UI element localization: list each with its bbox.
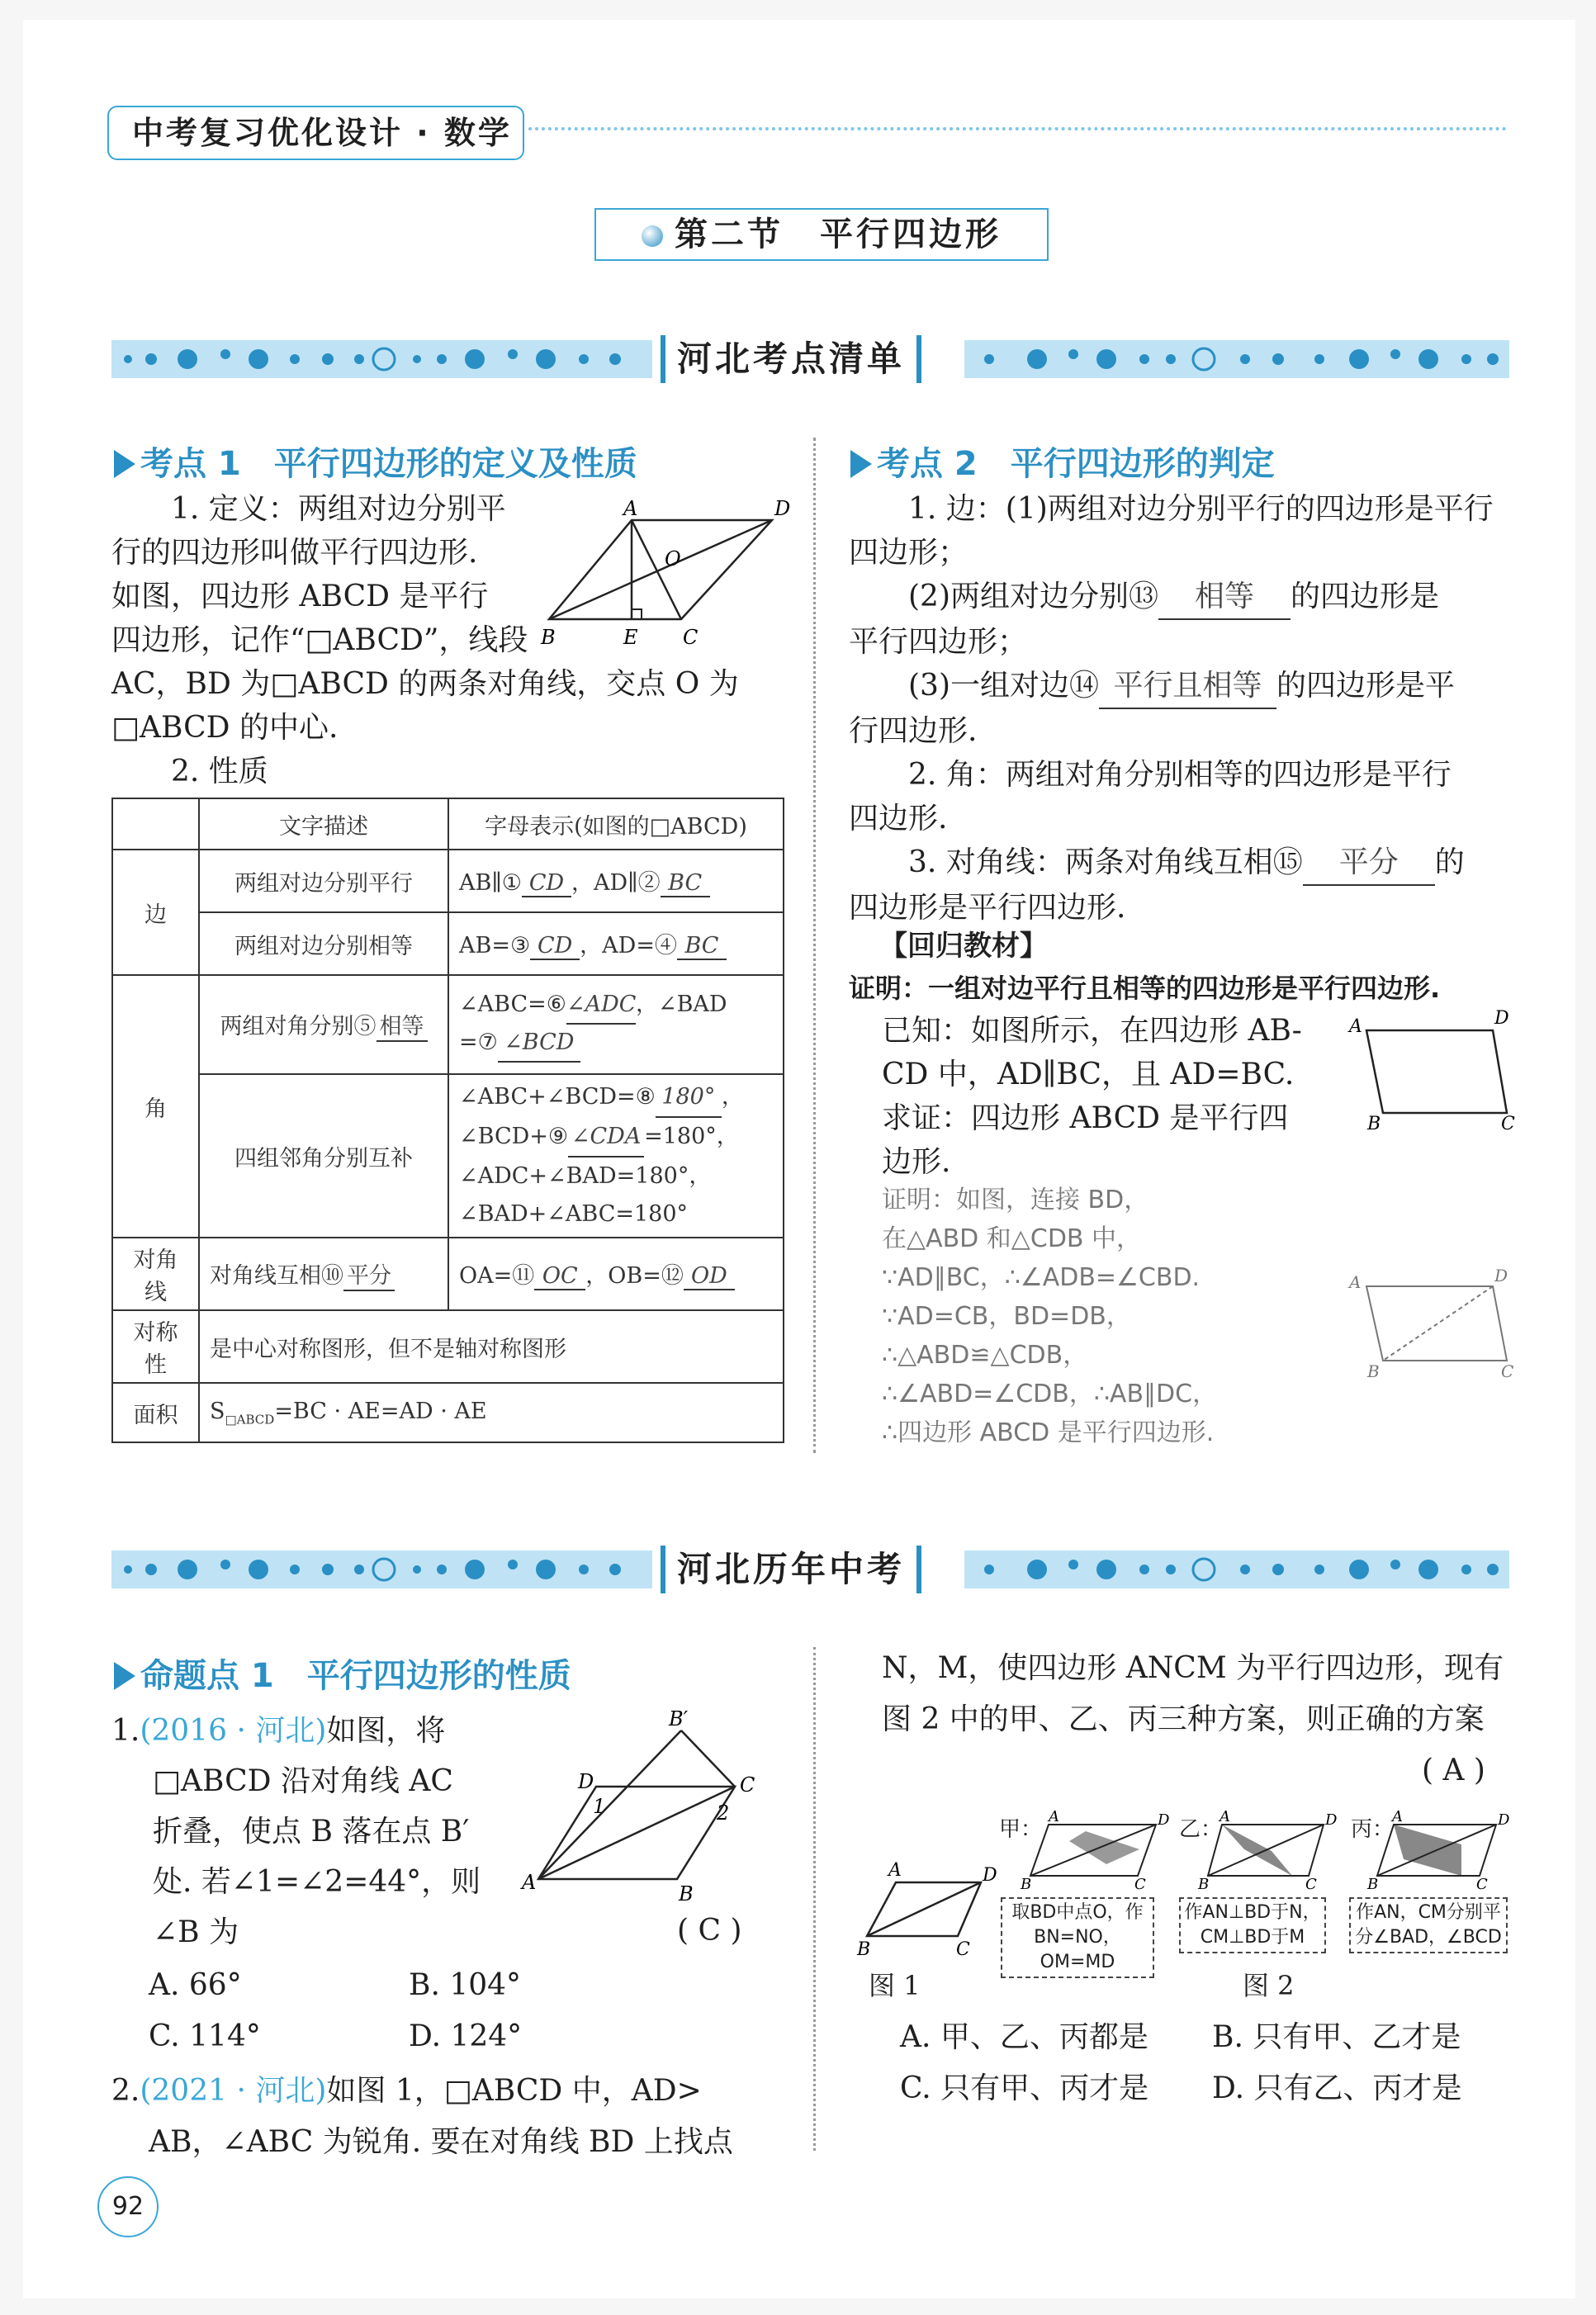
fold-figure (520, 1706, 784, 1904)
svg-text:D: D (1498, 1811, 1510, 1829)
dots-decoration-icon (964, 340, 1509, 378)
svg-text:A: A (522, 1871, 537, 1894)
q2-answer: ( A ) (1422, 1754, 1485, 1787)
series-title: 中考复习优化设计 · 数学 (107, 106, 524, 160)
proof-step: ∴△ABD≌△CDB， (882, 1341, 1088, 1370)
proof-step: 证明：如图，连接 BD， (882, 1186, 1149, 1214)
proof-step: ∴四边形 ABCD 是平行四边形. (882, 1418, 1215, 1447)
section-title (594, 208, 1049, 261)
fig-label-a: A (1349, 1016, 1362, 1037)
kp2-line: 1. 边：(1)两组对边分别平行的四边形是平行 (908, 492, 1494, 526)
proof-step: 在△ABD 和△CDB 中， (882, 1224, 1142, 1253)
fig-label-a: A (1349, 1272, 1362, 1292)
table-cell: 对角线互相⑩ 平分 (199, 1238, 448, 1310)
svg-text:D: D (578, 1770, 594, 1793)
table-header: 文字描述 (199, 798, 448, 850)
plan-jia-note: 取BD中点O，作 BN=NO，OM=MD (1001, 1897, 1154, 1978)
q1-source: (2016 · 河北) (140, 1714, 327, 1748)
kp1-line: AC，BD 为□ABCD 的两条对角线，交点 O 为 (111, 667, 739, 701)
svg-text:A: A (1049, 1808, 1059, 1825)
svg-text:D: D (1325, 1811, 1338, 1829)
svg-text:C: C (740, 1773, 755, 1797)
svg-text:A: A (1392, 1808, 1403, 1825)
triangle-marker-icon (850, 450, 872, 478)
kp1-title-text: 考点 1 平行四边形的定义及性质 (140, 445, 637, 483)
fig-label-a: A (623, 497, 638, 520)
band-title-1: 河北考点清单 (661, 335, 921, 383)
table-cell: ∠ABC=⑥∠ADC，∠BAD =⑦ ∠BCD (448, 975, 784, 1074)
table-cell: AB=③ CD ，AD=④ BC (448, 912, 784, 975)
svg-text:2: 2 (717, 1801, 730, 1825)
table-cell: ∠ABC+∠BCD=⑧ 180° ， ∠BCD+⑨ ∠CDA =180°， ∠ADC+∠BAD=180°， ∠BAD+∠ABC=180° (448, 1074, 784, 1238)
table-cell: 两组对边分别相等 (199, 912, 448, 975)
question-2-continued: N，M，使四边形 ANCM 为平行四边形，现有 图 2 中的甲、乙、丙三种方案，则正确的方案 (882, 1651, 1504, 1736)
kp2-line: (2)两组对边分别⑬ 相等 的四边形是 (849, 575, 1526, 620)
plan-yi-figure (1177, 1808, 1338, 1893)
svg-text:A: A (888, 1860, 902, 1881)
q2-figure-1 (850, 1858, 999, 1960)
plan-bing-note: 作AN，CM分别平 分∠BAD，∠BCD (1349, 1897, 1508, 1953)
kp1-line: 行的四边形叫做平行四边形. (111, 536, 478, 570)
svg-text:C: C (1476, 1876, 1488, 1893)
svg-text:B: B (1367, 1876, 1379, 1893)
fig-label-d: D (1494, 1008, 1509, 1029)
svg-text:B: B (857, 1939, 871, 1960)
plan-bing-label: 丙： (1351, 1817, 1395, 1842)
kp1-line: 如图，四边形 ABCD 是平行 (111, 580, 489, 613)
table-category: 对称性 (112, 1310, 199, 1383)
fig-label-d: D (1494, 1266, 1508, 1285)
table-cell: 四组邻角分别互补 (199, 1074, 448, 1238)
svg-text:1: 1 (593, 1795, 606, 1818)
table-cell: 两组对角分别⑤ 相等 (199, 975, 448, 1074)
kp1-line: □ABCD 的中心. (111, 711, 339, 745)
q1-option-b: B. 104° (409, 1968, 522, 2002)
triangle-marker-icon (114, 1662, 135, 1690)
band-right-2 (964, 1550, 1509, 1588)
q1-option-c: C. 114° (149, 2019, 261, 2053)
question-2: 2.(2021 · 河北)如图 1，□ABCD 中，AD> AB，∠ABC 为锐角. 要在对角线 BD 上找点 (111, 2074, 733, 2159)
svg-text:B: B (1198, 1876, 1210, 1893)
table-cell: 两组对边分别平行 (199, 850, 448, 912)
dots-decoration-icon (111, 340, 652, 378)
svg-text:B: B (679, 1882, 694, 1905)
q1-option-a: A. 66° (149, 1968, 242, 2002)
plan-bing-figure (1346, 1808, 1511, 1891)
proof-statement: 证明：一组对边平行且相等的四边形是平行四边形. (849, 973, 1441, 1004)
figure-1-caption: 图 1 (869, 1970, 921, 2001)
kp2-line: 2. 角：两组对角分别相等的四边形是平行 (908, 758, 1452, 792)
question-1: 1.(2016 · 河北)如图，将 □ABCD 沿对角线 AC 折叠，使点 B 落在点 B′ 处. 若∠1=∠2=44°，则 ∠B 为 (111, 1714, 481, 1949)
q2-option-d: D. 只有乙、丙才是 (1212, 2071, 1462, 2105)
page-number: 92 (97, 2176, 159, 2237)
q2-source: (2021 · 河北) (140, 2074, 327, 2108)
mt1-title-text: 命题点 1 平行四边形的性质 (140, 1657, 571, 1695)
plan-yi-note: 作AN⊥BD于N， CM⊥BD于M (1179, 1897, 1326, 1953)
fig-label-b: B (1367, 1361, 1380, 1381)
fig-label-c: C (1501, 1114, 1515, 1134)
bullet-ball-icon (642, 225, 663, 247)
kp1-title (114, 438, 637, 485)
column-divider-2 (813, 1647, 816, 2151)
proof-step: ∵AD=CB，BD=DB， (882, 1302, 1131, 1331)
table-cell: OA=⑪ OC ，OB=⑫ OD (448, 1238, 784, 1310)
kp2-line: 四边形. (849, 802, 948, 836)
band-left-2 (111, 1550, 652, 1588)
given-line: CD 中，AD∥BC，且 AD=BC. (882, 1058, 1295, 1091)
kp2-line: (3)一组对边⑭ 平行且相等 的四边形是平 (849, 664, 1526, 709)
q1-option-d: D. 124° (409, 2019, 523, 2053)
kp2-line: 平行四边形； (849, 625, 1028, 659)
svg-text:C: C (1305, 1876, 1317, 1893)
svg-text:C: C (1134, 1876, 1146, 1893)
kp2-line: 四边形是平行四边形. (849, 891, 1126, 925)
table-category: 边 (112, 850, 199, 975)
fig-label-b: B (541, 626, 556, 649)
column-divider (813, 438, 816, 1453)
q2-option-b: B. 只有甲、乙才是 (1212, 2020, 1461, 2054)
table-cell: 是中心对称图形，但不是轴对称图形 (199, 1310, 784, 1383)
band-right-1 (964, 340, 1509, 378)
table-category: 角 (112, 975, 199, 1238)
given-line: 求证：四边形 ABCD 是平行四 (882, 1101, 1289, 1135)
svg-text:B′: B′ (669, 1707, 689, 1730)
mt1-title (114, 1650, 571, 1697)
kp2-title (850, 438, 1275, 485)
proof-given (882, 1009, 1344, 1184)
fig-label-o: O (665, 547, 681, 570)
review-heading: 【回归教材】 (879, 930, 1048, 963)
table-header: 字母表示(如图的□ABCD) (448, 798, 784, 850)
kp1-line: 1. 定义：两组对边分别平 (171, 492, 506, 526)
kp2-line: 行四边形. (849, 714, 978, 748)
table-category: 对角线 (112, 1238, 199, 1310)
proof-steps (882, 1181, 1377, 1452)
kp2-line: 四边形； (849, 536, 968, 570)
given-line: 已知：如图所示，在四边形 AB- (882, 1014, 1302, 1048)
triangle-marker-icon (114, 450, 135, 478)
kp2-line: 3. 对角线：两条对角线互相⑮ 平分 的 (849, 840, 1526, 886)
plan-yi-label: 乙： (1179, 1817, 1223, 1842)
fig-label-d: D (774, 497, 791, 520)
section-title-text: 第二节 平行四边形 (675, 215, 1002, 253)
svg-text:A: A (1219, 1808, 1230, 1825)
q1-answer: ( C ) (677, 1914, 742, 1948)
proof-step: ∵AD∥BC，∴∠ADB=∠CBD. (882, 1263, 1201, 1292)
q2-option-c: C. 只有甲、丙才是 (900, 2071, 1149, 2105)
kp2-criteria (849, 487, 1526, 930)
parallelogram-figure-3 (1346, 1263, 1519, 1379)
kp1-property-heading: 2. 性质 (171, 755, 268, 788)
fig-label-b: B (1367, 1114, 1381, 1134)
fig-label-e: E (623, 626, 638, 649)
proof-step: ∴∠ABD=∠CDB，∴AB∥DC， (882, 1380, 1218, 1408)
plan-jia-label: 甲： (999, 1817, 1043, 1842)
svg-text:B: B (1021, 1876, 1032, 1893)
figure-2-caption: 图 2 (1243, 1970, 1295, 2001)
svg-text:D: D (1158, 1811, 1170, 1829)
fig-label-c: C (1501, 1361, 1514, 1381)
kp2-title-text: 考点 2 平行四边形的判定 (877, 445, 1275, 483)
header-dotted-line (528, 127, 1507, 130)
fig-label-c: C (683, 626, 699, 649)
band-title-2: 河北历年中考 (661, 1546, 921, 1593)
plan-jia-figure (999, 1808, 1170, 1893)
table-cell: AB∥① CD ，AD∥② BC (448, 850, 784, 912)
parallelogram-figure-1 (541, 495, 789, 652)
property-table (111, 798, 784, 1443)
band-left-1 (111, 340, 652, 378)
q2-option-a: A. 甲、乙、丙都是 (900, 2020, 1148, 2054)
table-cell: $S_{□ABCD}=BC \cdot AE=AD$ · AE (199, 1383, 784, 1442)
table-category: 面积 (112, 1383, 199, 1442)
given-line: 边形. (882, 1145, 951, 1179)
dots-decoration-icon (964, 1550, 1509, 1588)
svg-text:D: D (983, 1865, 997, 1886)
dots-decoration-icon (111, 1550, 652, 1588)
parallelogram-figure-2 (1346, 1007, 1519, 1134)
kp1-line: 四边形，记作“□ABCD”，线段 (111, 623, 528, 657)
svg-text:C: C (956, 1939, 970, 1960)
